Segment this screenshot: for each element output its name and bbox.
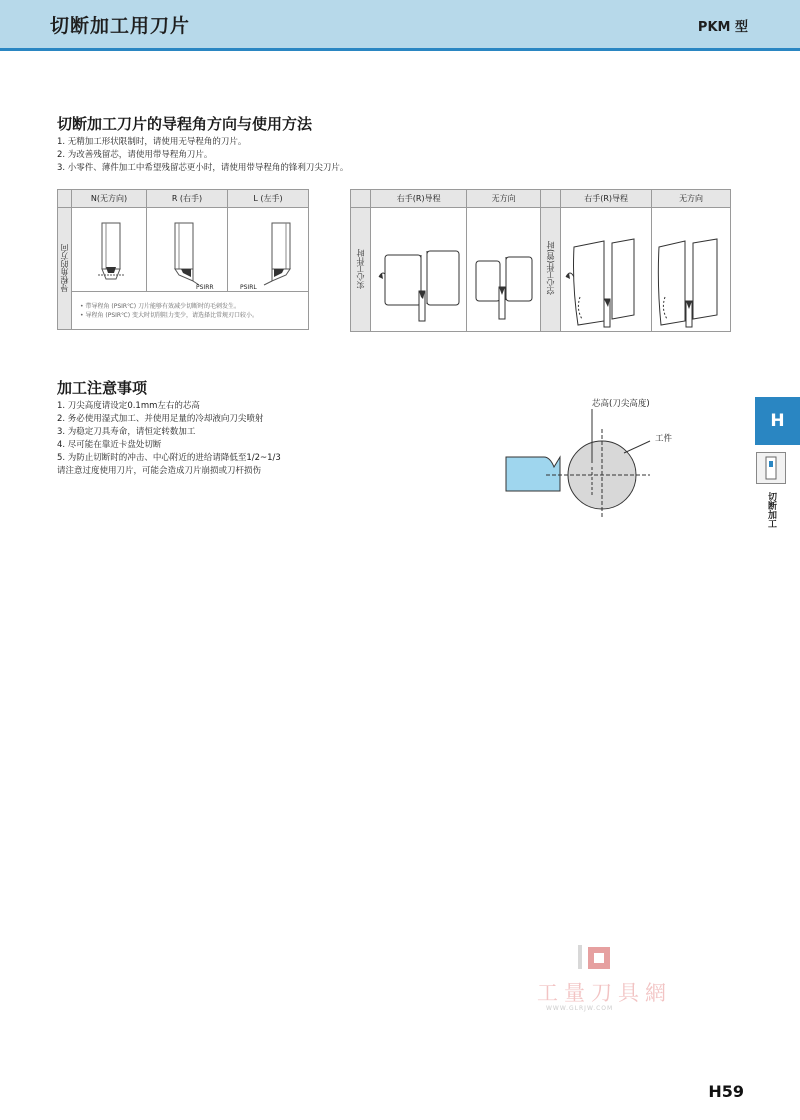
side-label: 切断加工 — [766, 492, 776, 528]
insert-n-drawing — [72, 209, 146, 289]
center-height-diagram — [500, 395, 673, 525]
list-item: 4. 尽可能在靠近卡盘处切断 — [57, 440, 162, 450]
header-title: 切断加工用刀片 — [50, 15, 191, 37]
col-header: R (右手) — [147, 190, 228, 208]
note-line: • 带导程角 (PSIR℃) 刀片能够有效减少切断时的毛刺发生。 — [80, 302, 241, 310]
workpiece-label: 工件 — [655, 434, 673, 444]
insert-l-cell — [228, 208, 309, 292]
col-header: 右手(R)导程 — [561, 190, 652, 208]
col-header: 无方向 — [652, 190, 731, 208]
lead-angle-table — [57, 189, 309, 330]
list-item: 3. 为稳定刀具寿命，请恒定转数加工 — [57, 427, 196, 437]
section1-list — [57, 136, 348, 175]
col-header: N(无方向) — [72, 190, 147, 208]
section1-title: 切断加工刀片的导程角方向与使用方法 — [57, 115, 313, 133]
solid-neutral-cell — [467, 208, 541, 332]
list-item: 2. 务必使用湿式加工、并使用足量的冷却液向刀尖喷射 — [57, 414, 264, 424]
row-header-label: 导程角的方向 — [60, 243, 69, 292]
row-header — [58, 208, 72, 330]
table-corner — [58, 190, 72, 208]
note-line: • 导程角 (PSIR℃) 变大时切削阻力变少，请选择比常规刃口较小。 — [80, 311, 259, 319]
label-psirr: PSIRR — [196, 284, 214, 291]
watermark-url: WWW.GLRJW.COM — [546, 1005, 614, 1012]
watermark-logo-icon — [576, 943, 616, 977]
cutoff-tool-icon — [756, 452, 786, 484]
page-header — [0, 0, 800, 51]
hollow-lead-cell — [561, 208, 652, 332]
table-notes — [72, 292, 309, 330]
page-number: H59 — [708, 1082, 744, 1101]
label-psirl: PSIRL — [240, 284, 257, 291]
header-type: PKM 型 — [697, 20, 748, 35]
list-item: 2. 为改善残留芯，请使用带导程角刀片。 — [57, 150, 213, 160]
solid-lead-drawing — [373, 209, 465, 329]
list-item: 请注意过度使用刀片，可能会造成刀片崩损或刀杆损伤 — [57, 466, 262, 476]
list-item: 3. 小零件、薄件加工中希望残留芯更小时，请使用带导程角的锋利刀尖刀片。 — [57, 163, 349, 173]
insert-n-cell — [72, 208, 147, 292]
col-header: L (左手) — [228, 190, 309, 208]
insert-r-drawing — [147, 209, 227, 289]
insert-r-cell — [147, 208, 228, 292]
list-item: 1. 无精加工形状限制时，请使用无导程角的刀片。 — [57, 137, 247, 147]
insert-l-drawing — [228, 209, 308, 289]
workpiece-table — [350, 189, 731, 332]
solid-neutral-drawing — [468, 209, 540, 329]
hollow-neutral-cell — [652, 208, 731, 332]
section-tab[interactable]: H — [755, 397, 800, 445]
section2-list — [57, 400, 281, 478]
row-header-label: 实心工件时 — [356, 248, 366, 289]
table-corner — [351, 190, 371, 208]
row-header-label: 空心工件(管)时 — [546, 241, 556, 296]
table-corner — [540, 190, 560, 208]
hollow-neutral-drawing — [653, 209, 729, 329]
watermark-text: 工量刀具網 — [537, 981, 672, 1005]
list-item: 1. 刀尖高度请设定0.1mm左右的芯高 — [57, 401, 200, 411]
center-height-label: 芯高(刀尖高度) — [592, 399, 650, 409]
section2-title: 加工注意事项 — [57, 379, 148, 397]
row-header-hollow — [540, 208, 560, 332]
row-header-solid — [351, 208, 371, 332]
solid-lead-cell — [371, 208, 467, 332]
col-header: 右手(R)导程 — [371, 190, 467, 208]
hollow-lead-drawing — [562, 209, 650, 329]
col-header: 无方向 — [467, 190, 541, 208]
list-item: 5. 为防止切断时的冲击、中心附近的进给请降低至1/2~1/3 — [57, 453, 281, 463]
